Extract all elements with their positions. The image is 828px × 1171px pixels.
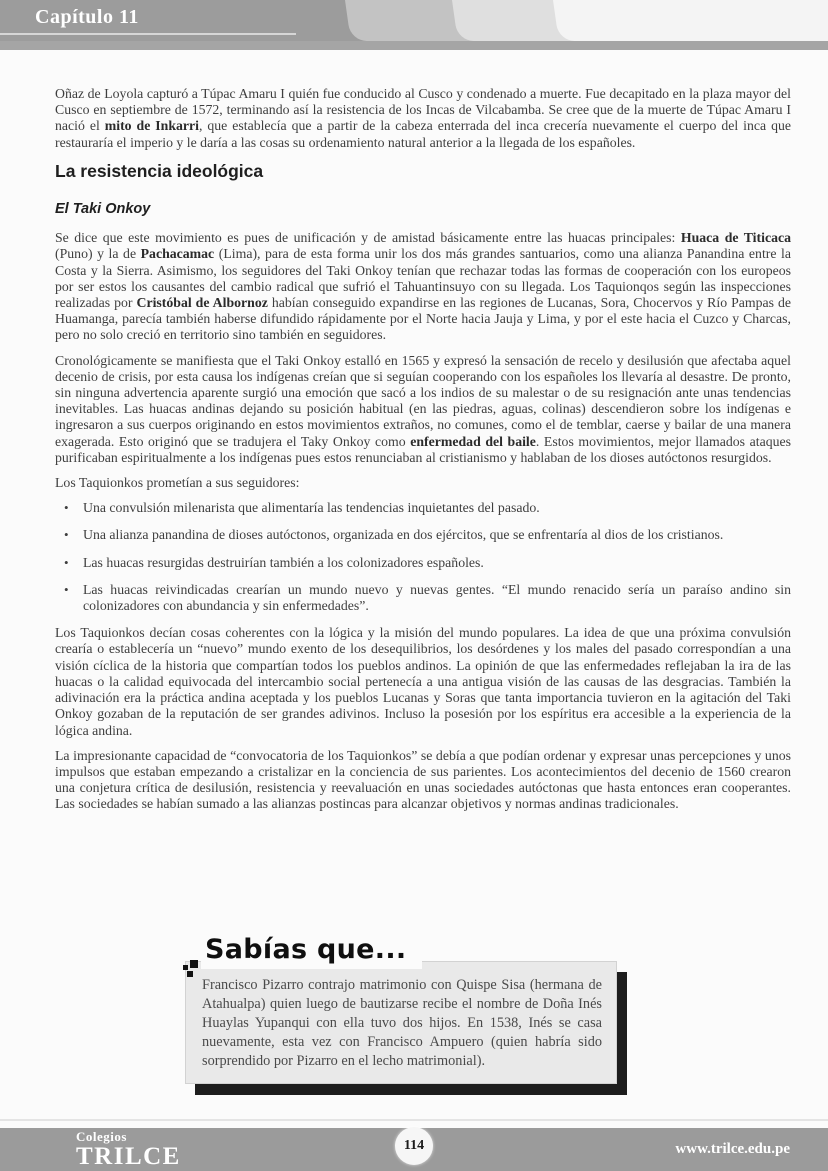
bullet-text: Una convulsión milenarista que alimentaría las tendencias inquietantes del pasado.	[83, 500, 540, 516]
bullet-text: Una alianza panandina de dioses autóctonos, organizada en dos ejércitos, que se enfrentaría al dios de los cristianos.	[83, 527, 724, 543]
page-footer	[0, 1128, 828, 1171]
publisher-logo-name: TRILCE	[76, 1143, 181, 1170]
bullet-list-intro: Los Taquionkos prometían a sus seguidores:	[55, 475, 300, 491]
page-number: 114	[403, 1138, 425, 1153]
paragraph-intro: Oñaz de Loyola capturó a Túpac Amaru I quién fue conducido al Cusco y condenado a muerte. Fue decapitado en la plaza mayor del Cusco en septiembre de 1572, terminando así la resistencia de los Incas de Vilcabamba. Se cree que de la muerte de Túpac Amaru I nació el mito de Inkarri, que establecía que a partir de la cabeza enterrada del inca crecería nuevamente el cuerpo del inca que restauraría el imperio y le daría a las cosas su ordenamiento natural anterior a la llegada de los españoles.	[55, 86, 791, 150]
chapter-title: Capítulo 11	[35, 6, 139, 28]
bullet-icon: •	[64, 554, 69, 570]
publisher-logo	[76, 1130, 181, 1169]
paragraph-taki-onkoy-2: Cronológicamente se manifiesta que el Taki Onkoy estalló en 1565 y expresó la sensación de recelo y desilusión que afectaba aquel decenio de crisis, por esta causa los indígenas creían que si seguían cooperando con los españoles los llevaría al desastre. De pronto, sin ninguna advertencia aparente surgió una emoción que sacó a los indios de su malestar o de su resignación ante unas tendencias inevitables. Las huacas andinas dejando su posición habitual (en las piedras, aguas, colinas) descendieron sobre los indígenas e ingresaron a sus cuerpos originando en estos movimientos extraños, no comunes, como el de temblar, caerse y bailar de una manera exagerada. Esto originó que se tradujera el Taky Onkoy como enfermedad del baile. Estos movimientos, mejor llamados ataques purificaban espiritualmente a los indígenas pues estos renunciaban al cristianismo y hablaban de los dioses autóctonos resurgidos.	[55, 352, 791, 465]
footer-divider-line	[0, 1119, 828, 1121]
did-you-know-panel	[185, 961, 617, 1084]
bullet-icon: •	[64, 527, 69, 543]
section-title: La resistencia ideológica	[55, 160, 264, 181]
list-item	[55, 555, 791, 571]
list-item	[55, 527, 791, 543]
did-you-know-title: Sabías que...	[201, 934, 422, 969]
pixel-blocks-icon	[182, 960, 200, 983]
publisher-logo-top: Colegios	[76, 1129, 127, 1144]
bullet-text: Las huacas reivindicadas crearían un mundo nuevo y nuevas gentes. “El mundo renacido sería un paraíso andino sin colonizadores con abundancia y sin enfermedades”.	[83, 581, 791, 614]
bullet-icon: •	[64, 500, 69, 516]
promises-bullet-list	[55, 500, 791, 614]
did-you-know-text: Francisco Pizarro contrajo matrimonio con Quispe Sisa (hermana de Atahualpa) quien luego de bautizarse recibe el nombre de Doña Inés Huaylas Yupanqui con ella tuvo dos hijos. En 1538, Inés se casa nuevamente, esta vez con Francisco Ampuero (quien habría sido sorprendido por Pizarro en el lecho matrimonial).	[202, 977, 602, 1069]
page-header	[0, 0, 828, 50]
header-decor-stripe-3	[553, 0, 828, 41]
list-item	[55, 582, 791, 614]
bullet-text: Las huacas resurgidas destruirían también a los colonizadores españoles.	[83, 554, 484, 570]
paragraph-capacity: La impresionante capacidad de “convocatoria de los Taquionkos” se debía a que podían ordenar y expresar unas percepciones y unos impulsos que estaban empezando a cristalizar en la conciencia de sus parientes. Los acontecimientos del decenio de 1560 crearon una conjetura crítica de desilusión, resistencia y reevaluación en unas sociedades autóctonas que hasta entonces eran cooperantes. Las sociedades se habían sumado a las alianzas postincas para alcanzar objetivos y normas andinas tradicionales.	[55, 747, 791, 812]
list-item	[55, 500, 791, 516]
paragraph-taki-onkoy-1: Se dice que este movimiento es pues de unificación y de amistad básicamente entre las huacas principales: Huaca de Titicaca (Puno) y la de Pachacamac (Lima), para de esta forma unir los dos más grandes santuarios, como una alianza Panandina entre la Costa y la Sierra. Asimismo, los seguidores del Taki Onkoy tenían que rechazar todas las formas de cooperación con los europeos por ser estos los causantes del cambio radical que sufrió el Tahuantinsuyo con su llegada. Los Taquionqos según las inspecciones realizadas por Cristóbal de Albornoz habían conseguido expandirse en las regiones de Lucanas, Sora, Chocervos y Río Pampas de Huamanga, parecía también haberse difundido rápidamente por el Norte hacia Jauja y Lima, y por el este hacia el Cuzco y Charcas, pero no solo creció en territorio sino también en seguidores.	[55, 230, 792, 343]
chapter-underline	[0, 33, 296, 35]
publisher-website: www.trilce.edu.pe	[675, 1141, 790, 1157]
paragraph-logic: Los Taquionkos decían cosas coherentes con la lógica y la misión del mundo populares. La idea de que una próxima convulsión crearía o establecería un “nuevo” mundo exento de los desequilibrios, los desórdenes y los males del pasado correspondían a una visión cíclica de la historia que compartían todos los pueblos andinos. La opinión de que las enfermedades reflejaban la ira de las huacas o la calidad equivocada del intercambio social pertenecía a una antigua visión de las causas de las desgracias. También la adivinación era la práctica andina aceptada y los pueblos Lucanas y Soras que tanta importancia tuvieron en la agitación del Taki Onkoy gozaban de la reputación de ser grandes adivinos. Incluso la posesión por los espíritus era accesible a la experiencia de la lógica andina.	[55, 625, 791, 738]
bullet-icon: •	[64, 581, 69, 597]
did-you-know-box	[185, 934, 655, 1084]
page-number-badge	[395, 1127, 433, 1165]
article-body	[55, 86, 791, 822]
header-bottom-band	[0, 41, 828, 50]
subsection-title: El Taki Onkoy	[55, 201, 151, 218]
